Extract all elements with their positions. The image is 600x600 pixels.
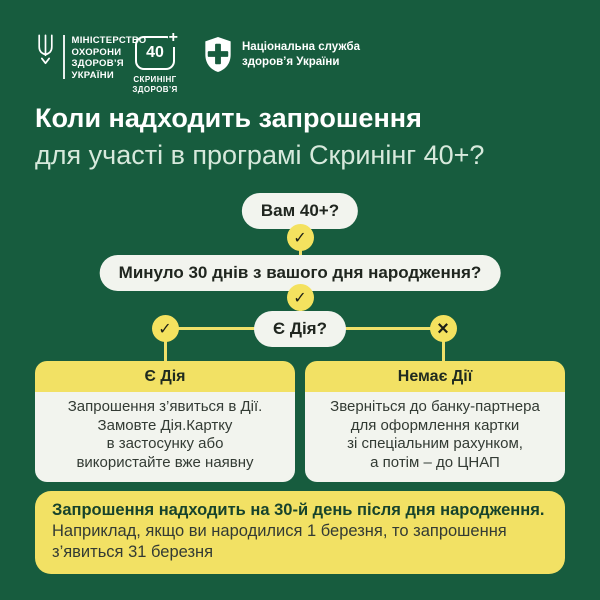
- screening-40plus-badge: [132, 29, 178, 94]
- branch-text-line: Запрошення з’явиться в Дії.: [67, 398, 263, 415]
- trident-icon: [35, 33, 56, 65]
- ministry-line: ОХОРОНИ: [71, 46, 122, 58]
- logo-divider: [63, 35, 65, 79]
- question-are-you-40: Вам 40+?: [242, 193, 358, 229]
- no-node: ×: [430, 315, 457, 342]
- ministry-line: ЗДОРОВ’Я: [71, 58, 124, 69]
- note-box: [35, 491, 565, 574]
- nszu-line: Національна служба: [242, 41, 360, 53]
- badge-number: 40: [146, 44, 164, 61]
- check-node-1: ✓: [287, 224, 314, 251]
- note-heading: Запрошення надходить на 30-й день після дня народження.: [52, 501, 545, 519]
- branch-header-has-diia: Є Дія: [35, 361, 295, 392]
- yes-node: ✓: [152, 315, 179, 342]
- shield-cross-icon: [203, 36, 233, 73]
- branch-card-no-diia: [305, 361, 565, 482]
- ministry-line: МІНІСТЕРСТВО: [71, 35, 147, 46]
- title-line-1: Коли надходить запрошення: [35, 103, 422, 133]
- note-text: Наприклад, якщо ви народилися 1 березня, то запрошення з’явиться 31 березня: [52, 522, 507, 561]
- branch-text-line: в застосунку або: [106, 435, 224, 452]
- ministry-line: УКРАЇНИ: [71, 69, 114, 81]
- branch-text-line: для оформлення картки: [350, 416, 520, 434]
- check-node-2: ✓: [287, 284, 314, 311]
- branch-text-line: використайте вже наявну: [76, 453, 254, 471]
- branch-card-has-diia: [35, 361, 295, 482]
- branch-header-no-diia: Немає Дії: [305, 361, 565, 392]
- branch-text-line: Замовте Дія.Картку: [97, 416, 233, 434]
- badge-40-box: [135, 29, 178, 70]
- page-title: [35, 100, 484, 174]
- title-line-2: для участі в програмі Скринінг 40+?: [35, 140, 485, 170]
- nszu-line: здоров’я України: [242, 55, 340, 68]
- nszu-logo: [203, 36, 360, 73]
- question-30-days-passed: Минуло 30 днів з вашого дня народження?: [100, 255, 501, 291]
- ministry-logo: [35, 33, 146, 81]
- badge-plus: +: [168, 29, 178, 46]
- branch-text-line: Зверніться до банку-партнера: [330, 398, 540, 415]
- branch-text-line: а потім – до ЦНАП: [370, 453, 500, 471]
- badge-caption-line: ЗДОРОВ’Я: [132, 84, 178, 94]
- branch-text-line: зі спеціальним рахунком,: [347, 435, 523, 452]
- question-have-diia: Є Дія?: [254, 311, 346, 347]
- badge-caption-line: СКРИНІНГ: [133, 75, 177, 84]
